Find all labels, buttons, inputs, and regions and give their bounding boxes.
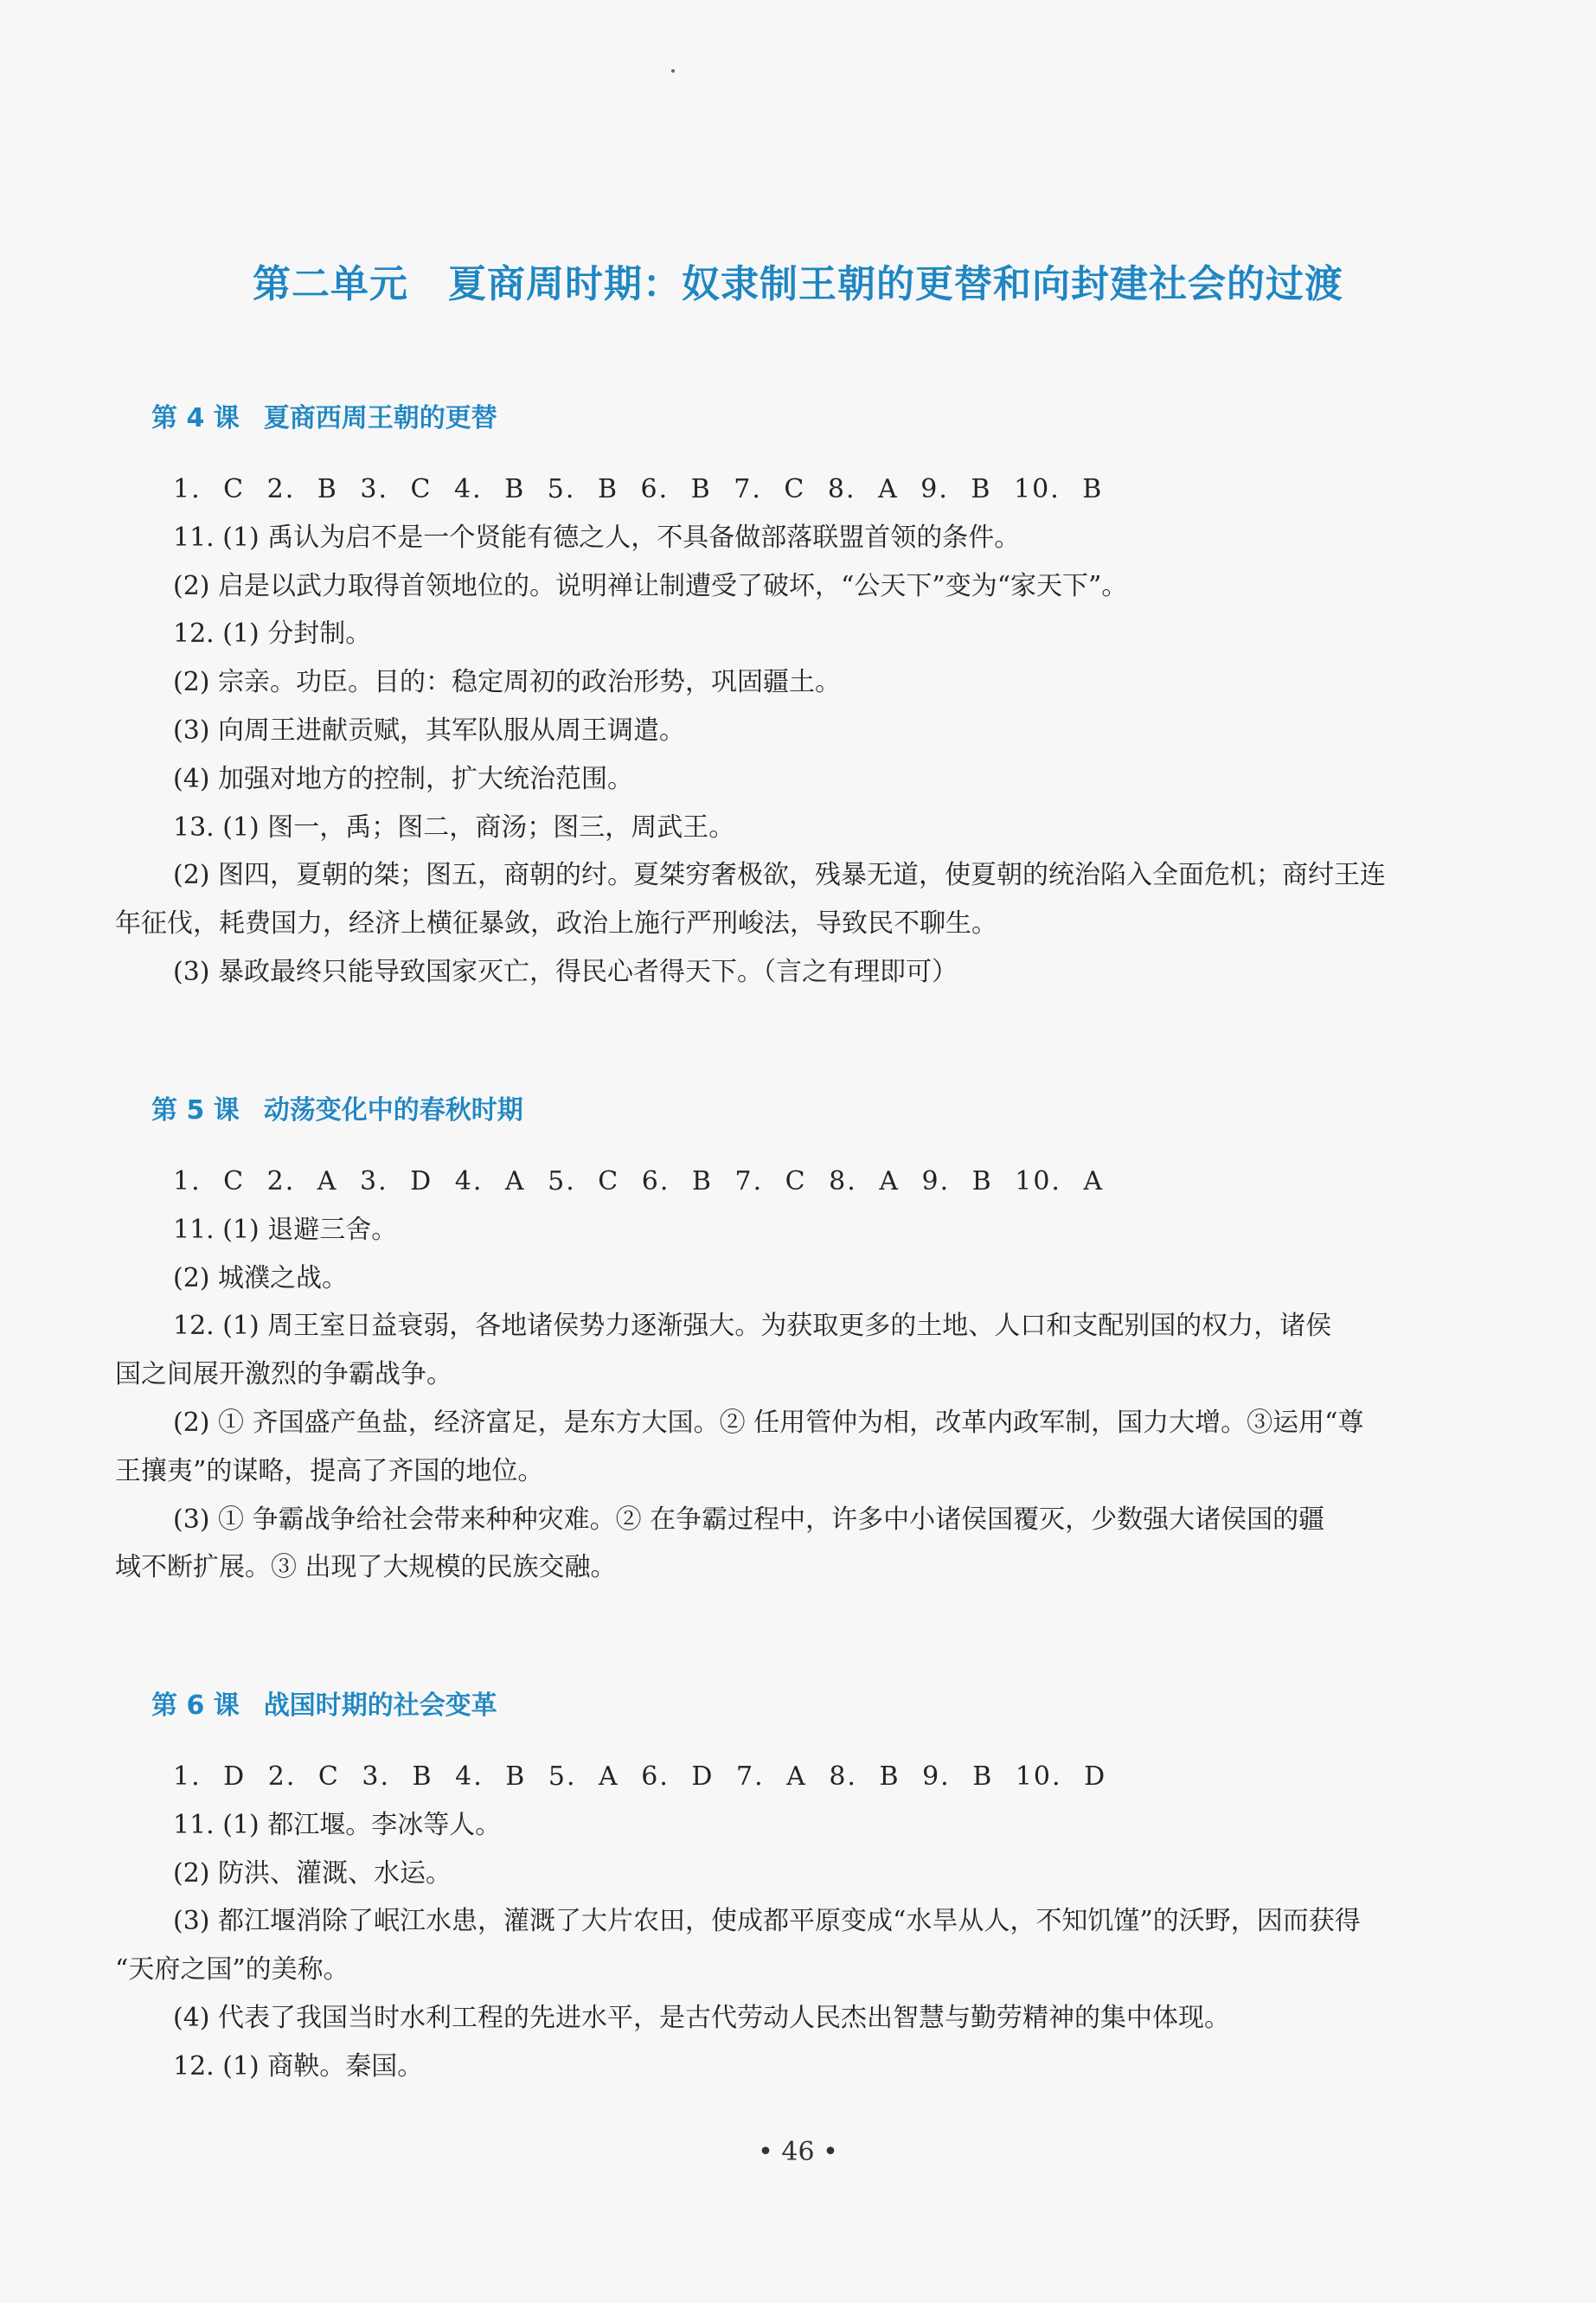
lesson-title: 战国时期的社会变革 xyxy=(263,1690,497,1721)
answer-line: (3) 暴政最终只能导致国家灭亡，得民心者得天下。（言之有理即可） xyxy=(173,957,958,987)
lesson-number: 第 6 课 xyxy=(151,1690,240,1721)
lesson-heading xyxy=(151,1088,523,1126)
answer-line: (2) 图四，夏朝的桀；图五，商朝的纣。夏桀穷奢极欲，残暴无道，使夏朝的统治陷入全面危机；商纣王连 xyxy=(173,860,1387,891)
lesson-title: 动荡变化中的春秋时期 xyxy=(263,1095,523,1126)
multiple-choice-answers: 1. C 2. A 3. D 4. A 5. C 6. B 7. C 8. A 9. B 10. A xyxy=(173,1166,1105,1196)
answer-line: 12. (1) 商鞅。秦国。 xyxy=(173,2050,424,2082)
answer-line: (2) ① 齐国盛产鱼盐，经济富足，是东方大国。② 任用管仲为相，改革内政军制，国力大增。③运用“尊 xyxy=(173,1408,1364,1438)
answer-line: 11. (1) 禹认为启不是一个贤能有德之人，不具备做部落联盟首领的条件。 xyxy=(173,522,1021,553)
lesson-title: 夏商西周王朝的更替 xyxy=(263,403,497,433)
answer-line: 域不断扩展。③ 出现了大规模的民族交融。 xyxy=(115,1552,617,1583)
unit-number: 第二单元 xyxy=(253,262,408,306)
answer-line: “天府之国”的美称。 xyxy=(115,1954,349,1985)
answer-line: (3) 都江堰消除了岷江水患，灌溉了大片农田，使成都平原变成“水旱从人，不知饥馑”的沃野，因而获得 xyxy=(173,1906,1361,1937)
answer-line: 13. (1) 图一，禹；图二，商汤；图三，周武王。 xyxy=(173,812,735,843)
answer-line: (3) ① 争霸战争给社会带来种种灾难。② 在争霸过程中，许多中小诸侯国覆灭，少数强大诸侯国的疆 xyxy=(173,1504,1325,1535)
answer-line: (2) 宗亲。功臣。目的：稳定周初的政治形势，巩固疆土。 xyxy=(173,667,842,698)
answer-line: 国之间展开激烈的争霸战争。 xyxy=(115,1359,452,1390)
answer-line: 11. (1) 退避三舍。 xyxy=(173,1214,398,1245)
page-number: • 46 • xyxy=(758,2137,838,2167)
multiple-choice-answers: 1. D 2. C 3. B 4. B 5. A 6. D 7. A 8. B 9. B 10. D xyxy=(173,1761,1107,1792)
answer-line: 年征伐，耗费国力，经济上横征暴敛，政治上施行严刑峻法，导致民不聊生。 xyxy=(115,908,997,940)
lesson-heading xyxy=(151,1684,497,1722)
answer-line: (4) 代表了我国当时水利工程的先进水平，是古代劳动人民杰出智慧与勤劳精神的集中体现。 xyxy=(173,2003,1231,2033)
answer-line: 王攘夷”的谋略，提高了齐国的地位。 xyxy=(115,1455,544,1486)
answer-line: 12. (1) 周王室日益衰弱，各地诸侯势力逐渐强大。为获取更多的土地、人口和支配别国的权力，诸侯 xyxy=(173,1311,1332,1342)
answer-line: 11. (1) 都江堰。李冰等人。 xyxy=(173,1809,502,1840)
answer-line: 12. (1) 分封制。 xyxy=(173,619,372,650)
unit-title-text: 夏商周时期：奴隶制王朝的更替和向封建社会的过渡 xyxy=(448,262,1343,306)
answer-line: (2) 防洪、灌溉、水运。 xyxy=(173,1857,452,1889)
multiple-choice-answers: 1. C 2. B 3. C 4. B 5. B 6. B 7. C 8. A 9. B 10. B xyxy=(173,474,1104,504)
unit-title xyxy=(0,253,1596,308)
lesson-number: 第 4 课 xyxy=(151,403,240,433)
lesson-heading xyxy=(151,396,497,434)
lesson-number: 第 5 课 xyxy=(151,1095,240,1126)
scan-dot xyxy=(671,69,675,73)
answer-line: (4) 加强对地方的控制，扩大统治范围。 xyxy=(173,763,634,794)
answer-line: (2) 启是以武力取得首领地位的。说明禅让制遭受了破坏，“公天下”变为“家天下”。 xyxy=(173,570,1128,601)
answer-line: (3) 向周王进献贡赋，其军队服从周王调遣。 xyxy=(173,715,686,746)
answer-line: (2) 城濮之战。 xyxy=(173,1262,349,1293)
